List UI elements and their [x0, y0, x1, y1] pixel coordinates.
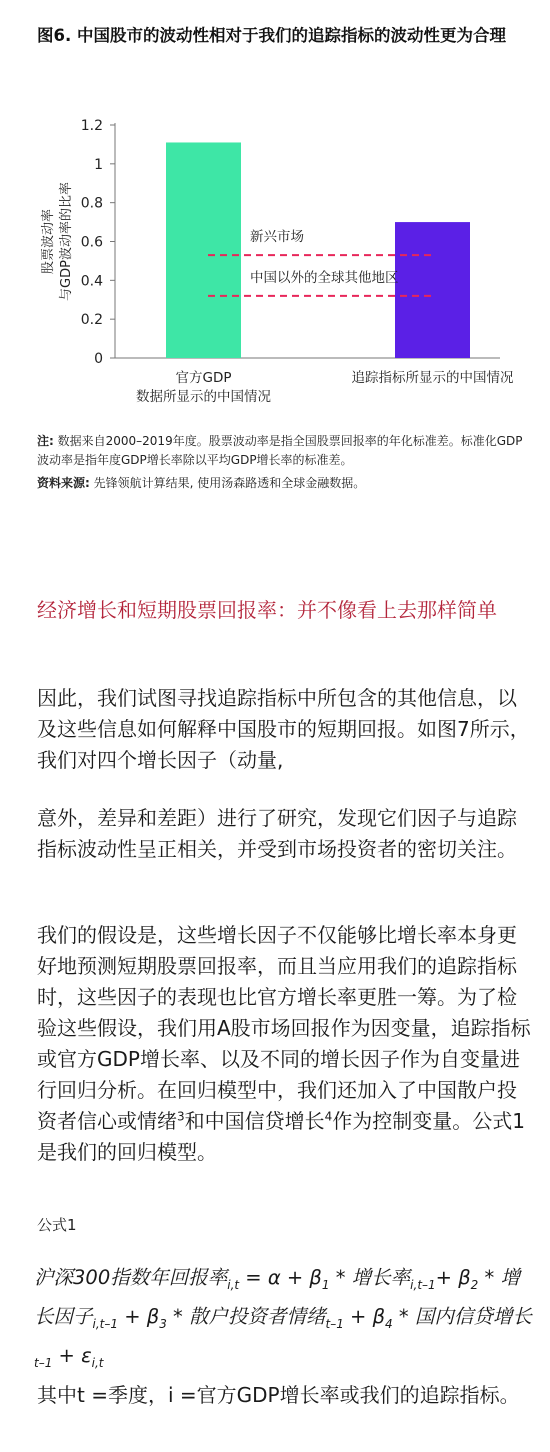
x-category-label: 追踪指标所显示的中国情况 [351, 370, 514, 386]
x-category-label: 官方GDP [175, 370, 232, 386]
formula-sub: t–1 [325, 1316, 344, 1331]
source-label: 资料来源: [37, 476, 90, 490]
formula-label: 公式1 [37, 1216, 77, 1234]
formula-part: + β [435, 1266, 471, 1289]
paragraph-3-text-c: 作为控制变量。公式1是我们的回归模型。 [37, 1109, 526, 1164]
y-tick-label: 0.6 [80, 234, 103, 251]
y-tick-label: 0.2 [80, 312, 103, 329]
bar [166, 142, 241, 358]
y-tick-label: 1.2 [80, 118, 103, 134]
note-text: 数据来自2000–2019年度。股票波动率是指全国股票回报率的年化标准差。标准化GDP波动率是指年度GDP增长率除以平均GDP增长率的标准差。 [37, 434, 523, 467]
section-title: 经济增长和短期股票回报率：并不像看上去那样简单 [37, 598, 497, 622]
formula-part: * 增长率 [329, 1266, 411, 1289]
formula-sub: 4 [385, 1316, 393, 1331]
regression-formula [34, 1262, 534, 1379]
note-label: 注: [37, 434, 54, 448]
formula-part: * 增长因子 [34, 1266, 520, 1328]
y-tick-label: 0 [94, 351, 103, 367]
bar [395, 222, 470, 358]
x-category-label: 数据所显示的中国情况 [136, 389, 271, 405]
footnote-ref-4[interactable]: 4 [324, 1109, 333, 1124]
formula-sub: 1 [321, 1277, 330, 1292]
formula-sub: i,t–1 [410, 1277, 436, 1292]
paragraph-3-text-a: 我们的假设是，这些增长因子不仅能够比增长率本身更好地预测短期股票回报率，而且当应用我们的追踪指标时，这些因子的表现也比官方增长率更胜一筹。为了检验这些假设，我们用A股市场回报作为因变量，追踪指标或官方GDP增长率、以及不同的增长因子作为自变量进行回归分析。在回归模型中，我们还加入了中国散户投资者信心或情绪 [37, 923, 531, 1133]
bar-chart [0, 100, 550, 430]
footnote-ref-3[interactable]: 3 [177, 1109, 185, 1124]
paragraph-3-text-b: 和中国信贷增长 [184, 1109, 325, 1133]
formula-part: + β [343, 1304, 386, 1328]
formula-part: 沪深300指数年回报率 [34, 1266, 228, 1289]
formula-part: + β [118, 1304, 160, 1328]
paragraph-3 [37, 920, 532, 1168]
y-axis-label-line1: 股票波动率 [41, 208, 56, 275]
formula-sub: t–1 [34, 1355, 53, 1370]
formula-sub: 3 [159, 1316, 167, 1331]
paragraph-2: 意外，差异和差距）进行了研究，发现它们因子与追踪指标波动性呈正相关，并受到市场投资者的密切关注。 [37, 806, 517, 861]
paragraph-1: 因此，我们试图寻找追踪指标中所包含的其他信息，以及这些信息如何解释中国股市的短期回报。如图7所示，我们对四个增长因子（动量, [37, 686, 530, 772]
figure-title: 图6. 中国股市的波动性相对于我们的追踪指标的波动性更为合理 [37, 26, 506, 45]
reference-line-label: 新兴市场 [250, 229, 304, 246]
y-tick-label: 1 [94, 156, 103, 173]
y-tick-label: 0.4 [80, 273, 103, 290]
formula-sub: i,t–1 [92, 1316, 119, 1331]
formula-part: + ε [52, 1343, 92, 1367]
formula-sub: i,t [227, 1277, 240, 1292]
note-line [37, 432, 527, 470]
formula-sub: 2 [470, 1277, 479, 1292]
chart-notes [37, 432, 527, 493]
paragraph-4: 其中t =季度，i =官方GDP增长率或我们的追踪指标。 [37, 1383, 520, 1407]
source-text: 先锋领航计算结果, 使用汤森路透和全球金融数据。 [89, 476, 366, 490]
y-tick-label: 0.8 [80, 195, 103, 212]
reference-line-label: 中国以外的全球其他地区 [250, 269, 399, 286]
formula-part: * 国内信贷增长 [392, 1304, 532, 1328]
formula-sub: i,t [91, 1355, 104, 1370]
formula-part: * 散户投资者情绪 [166, 1304, 326, 1328]
y-axis-label-line2: 与GDP波动率的比率 [59, 182, 74, 301]
source-line [37, 474, 527, 493]
formula-part: = α + β [239, 1266, 322, 1289]
